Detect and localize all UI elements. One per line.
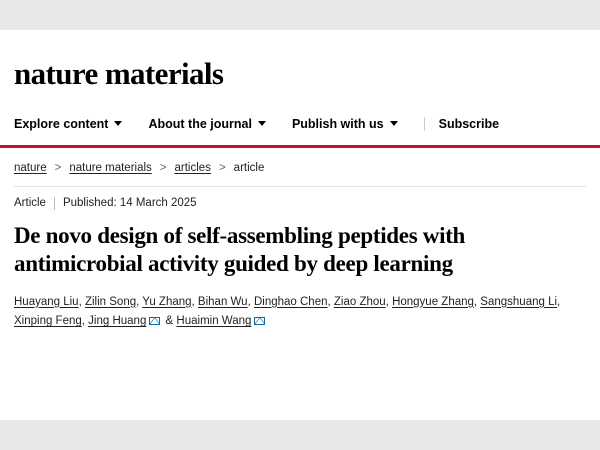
author-link[interactable]: Huayang Liu bbox=[14, 295, 79, 308]
article-meta bbox=[0, 187, 600, 210]
nav-label: Publish with us bbox=[291, 116, 384, 131]
author-separator: , bbox=[557, 295, 561, 308]
author-link[interactable]: Huaimin Wang bbox=[176, 315, 252, 328]
author-link[interactable]: Ziao Zhou bbox=[333, 295, 386, 308]
breadcrumb-item-article: article bbox=[233, 161, 265, 174]
page-title: De novo design of self-assembling peptides with antimicrobial activity guided by deep learning bbox=[14, 222, 466, 277]
chevron-down-icon bbox=[390, 121, 398, 126]
chevron-down-icon bbox=[114, 121, 122, 126]
author-separator: & bbox=[162, 315, 177, 328]
author-link[interactable]: Hongyue Zhang bbox=[392, 295, 474, 308]
author-link[interactable]: Bihan Wu bbox=[197, 295, 248, 308]
author-link[interactable]: Xinping Feng bbox=[14, 315, 82, 328]
author-link[interactable]: Zilin Song bbox=[84, 295, 137, 308]
envelope-icon[interactable] bbox=[149, 317, 160, 325]
nav-item-about-the-journal[interactable] bbox=[148, 117, 265, 131]
author-list bbox=[14, 293, 586, 332]
author-separator: , bbox=[81, 315, 89, 328]
nav-item-explore-content[interactable] bbox=[14, 117, 122, 131]
masthead bbox=[0, 30, 600, 91]
author-link[interactable]: Yu Zhang bbox=[142, 295, 192, 308]
author-separator: , bbox=[473, 295, 481, 308]
author-separator: , bbox=[327, 295, 334, 308]
breadcrumb-item-nature[interactable]: nature bbox=[14, 161, 47, 174]
journal-logo[interactable]: nature materials bbox=[14, 56, 224, 91]
breadcrumb-separator: > bbox=[159, 161, 167, 174]
author-link[interactable]: Jing Huang bbox=[88, 315, 147, 328]
nav-item-publish-with-us[interactable] bbox=[292, 117, 398, 131]
nav-item-subscribe[interactable] bbox=[424, 117, 499, 131]
meta-divider bbox=[54, 197, 55, 210]
chevron-down-icon bbox=[258, 121, 266, 126]
breadcrumb bbox=[0, 148, 600, 174]
publication-date: Published: 14 March 2025 bbox=[62, 197, 197, 210]
article-type: Article bbox=[14, 197, 46, 210]
author-separator: , bbox=[136, 295, 143, 308]
breadcrumb-item-articles[interactable]: articles bbox=[174, 161, 211, 174]
author-separator: , bbox=[191, 295, 198, 308]
envelope-icon[interactable] bbox=[254, 317, 265, 325]
author-separator: , bbox=[247, 295, 254, 308]
author-separator: , bbox=[78, 295, 85, 308]
breadcrumb-item-nature-materials[interactable]: nature materials bbox=[69, 161, 152, 174]
main-navigation bbox=[0, 109, 600, 139]
author-link[interactable]: Sangshuang Li bbox=[480, 295, 558, 308]
nav-label: Subscribe bbox=[438, 116, 500, 131]
article-page bbox=[0, 30, 600, 420]
nav-label: Explore content bbox=[14, 116, 109, 131]
author-link[interactable]: Dinghao Chen bbox=[253, 295, 328, 308]
nav-label: About the journal bbox=[148, 116, 252, 131]
author-separator: , bbox=[385, 295, 393, 308]
breadcrumb-separator: > bbox=[54, 161, 62, 174]
breadcrumb-separator: > bbox=[218, 161, 226, 174]
